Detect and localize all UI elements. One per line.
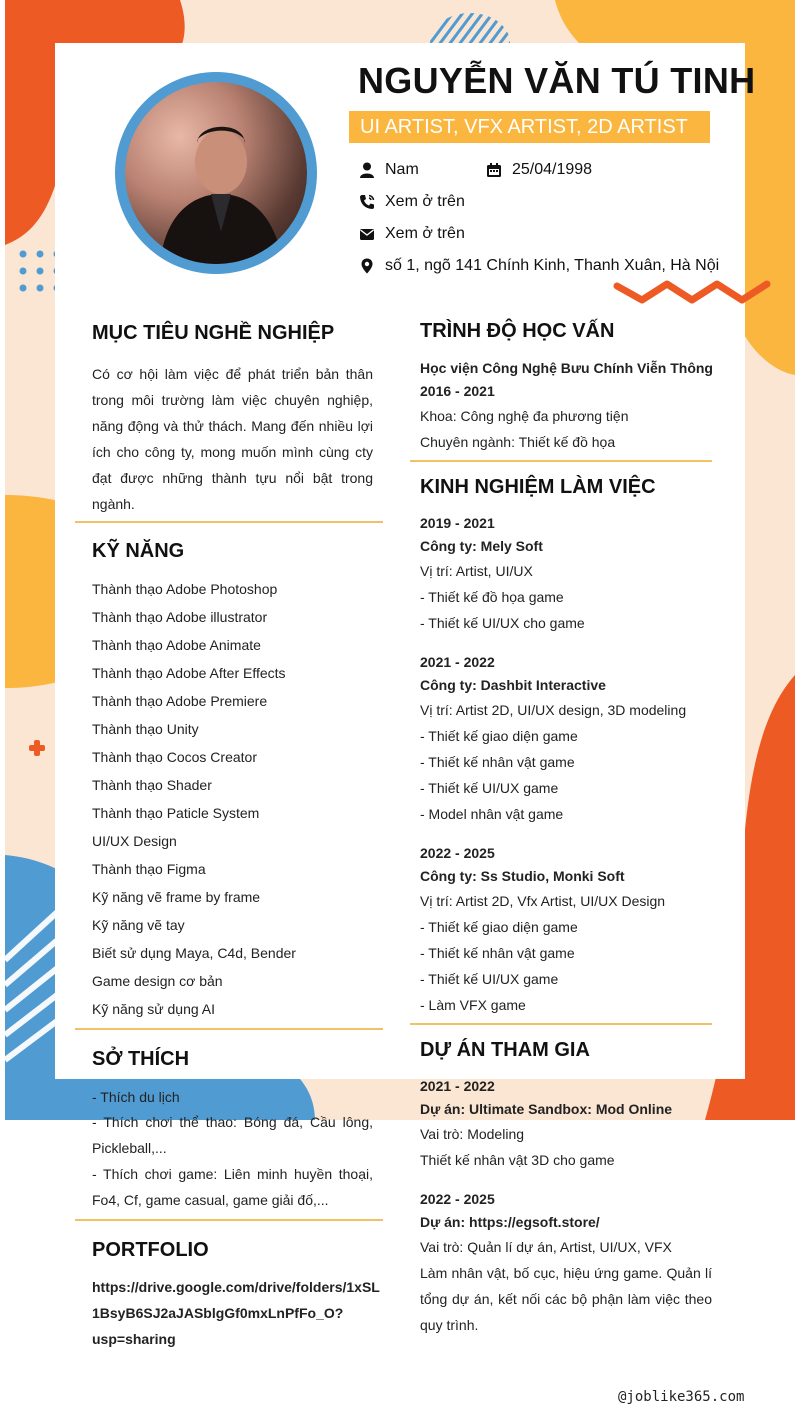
project-name: Dự án: Ultimate Sandbox: Mod Online (420, 1101, 673, 1117)
job-task: - Thiết kế UI/UX cho game (420, 615, 585, 631)
user-icon (359, 162, 375, 178)
hobbies-title: SỞ THÍCH (92, 1048, 190, 1070)
job-task: - Thiết kế đồ họa game (420, 589, 564, 605)
objective-text: Có cơ hội làm việc để phát triển bản thân trong môi trường làm việc chuyên nghiệp, năng động và thử thách. Mang đến nhiều lợi ích cho công ty, mong muốn mình cùng cty đạt được những thành tựu nổi bật trong ngành. (92, 366, 373, 512)
portfolio-link-line[interactable]: usp=sharing (92, 1331, 176, 1347)
project-name[interactable]: Dự án: https://egsoft.store/ (420, 1214, 600, 1230)
skill-item: Thành thạo Adobe illustrator (92, 609, 268, 625)
skill-item: Biết sử dụng Maya, C4d, Bender (92, 945, 296, 961)
education-years: 2016 - 2021 (420, 383, 495, 399)
education-title: TRÌNH ĐỘ HỌC VẤN (420, 320, 615, 342)
skill-item: Kỹ năng sử dụng AI (92, 1001, 216, 1017)
job-company: Công ty: Ss Studio, Monki Soft (420, 868, 625, 884)
hobby-item: - Thích du lịch (92, 1089, 180, 1105)
address-row (359, 257, 719, 275)
calendar-icon (486, 162, 502, 178)
divider (75, 521, 383, 523)
birthday-value: 25/04/1998 (512, 161, 593, 178)
faculty: Khoa: Công nghệ đa phương tiện (420, 408, 629, 424)
major: Chuyên ngành: Thiết kế đồ họa (420, 434, 616, 450)
gender-value: Nam (385, 161, 419, 178)
skill-item: Thành thạo Shader (92, 777, 212, 793)
projects-title: DỰ ÁN THAM GIA (420, 1039, 590, 1061)
job-task: - Làm VFX game (420, 997, 526, 1013)
skill-item: Thành thạo Figma (92, 861, 206, 877)
hobby-item: - Thích chơi game: Liên minh huyền thoại, Fo4, Cf, game casual, game giải đố,... (92, 1166, 373, 1208)
skill-item: Thành thạo Adobe After Effects (92, 665, 286, 681)
job-task: - Thiết kế giao diện game (420, 728, 578, 744)
job-company: Công ty: Dashbit Interactive (420, 677, 606, 693)
project-years: 2022 - 2025 (420, 1191, 495, 1207)
gender-row (359, 161, 419, 179)
experience-title: KINH NGHIỆM LÀM VIỆC (420, 476, 656, 498)
avatar (125, 82, 307, 264)
person-photo (125, 82, 307, 264)
skill-item: Thành thạo Adobe Animate (92, 637, 261, 653)
candidate-name: NGUYỄN VĂN TÚ TINH (358, 60, 756, 101)
skill-item: Thành thạo Adobe Photoshop (92, 581, 278, 597)
project-years: 2021 - 2022 (420, 1078, 495, 1094)
email-value: Xem ở trên (385, 225, 465, 242)
location-pin-icon (359, 258, 375, 274)
job-years: 2022 - 2025 (420, 845, 495, 861)
skill-item: Thành thạo Adobe Premiere (92, 693, 268, 709)
phone-row (359, 193, 465, 211)
job-years: 2019 - 2021 (420, 515, 495, 531)
hobby-item: - Thích chơi thể thao: Bóng đá, Cầu lông, Pickleball,... (92, 1114, 373, 1156)
skill-item: Game design cơ bản (92, 973, 223, 989)
divider (410, 460, 712, 462)
job-years: 2021 - 2022 (420, 654, 495, 670)
portfolio-title: PORTFOLIO (92, 1239, 209, 1261)
objective-title: MỤC TIÊU NGHỀ NGHIỆP (92, 322, 335, 344)
phone-icon (359, 194, 375, 210)
project-role: Vai trò: Modeling (420, 1126, 525, 1142)
skill-item: Thành thạo Unity (92, 721, 199, 737)
school-name: Học viện Công Nghệ Bưu Chính Viễn Thông (420, 360, 713, 376)
portfolio-link-line[interactable]: 1BsyB6SJ2aJASblgGf0mxLnPfFo_O? (92, 1305, 344, 1321)
skill-item: Kỹ năng vẽ tay (92, 917, 185, 933)
skill-item: Kỹ năng vẽ frame by frame (92, 889, 261, 905)
email-row (359, 225, 465, 243)
portfolio-link-line[interactable]: https://drive.google.com/drive/folders/1xSL (92, 1279, 380, 1295)
phone-value: Xem ở trên (385, 193, 465, 210)
job-company: Công ty: Mely Soft (420, 538, 543, 554)
skill-item: Thành thạo Paticle System (92, 805, 260, 821)
job-position: Vị trí: Artist 2D, Vfx Artist, UI/UX Design (420, 893, 666, 909)
job-task: - Thiết kế UI/UX game (420, 971, 559, 987)
divider (75, 1219, 383, 1221)
skill-item: Thành thạo Cocos Creator (92, 749, 257, 765)
job-task: - Thiết kế UI/UX game (420, 780, 559, 796)
avatar-ring (115, 72, 317, 274)
skills-title: KỸ NĂNG (92, 540, 185, 562)
job-position: Vị trí: Artist 2D, UI/UX design, 3D modeling (420, 702, 687, 718)
job-position: Vị trí: Artist, UI/UX (420, 563, 533, 579)
project-desc: Làm nhân vật, bố cục, hiệu ứng game. Quản lí tổng dự án, kết nối các bộ phận làm việc theo quy trình. (420, 1265, 712, 1333)
footer-watermark: @joblike365.com (618, 1389, 745, 1405)
project-role: Vai trò: Quản lí dự án, Artist, UI/UX, VFX (420, 1239, 672, 1255)
job-task: - Model nhân vật game (420, 806, 564, 822)
envelope-icon (359, 226, 375, 242)
zigzag-decoration (610, 276, 775, 310)
job-roles-banner: UI ARTIST, VFX ARTIST, 2D ARTIST (349, 111, 710, 143)
birthday-row (486, 161, 592, 179)
divider (75, 1028, 383, 1030)
divider (410, 1023, 712, 1025)
job-task: - Thiết kế giao diện game (420, 919, 578, 935)
address-value: số 1, ngõ 141 Chính Kinh, Thanh Xuân, Hà Nội (385, 257, 720, 274)
project-desc: Thiết kế nhân vật 3D cho game (420, 1152, 615, 1168)
skill-item: UI/UX Design (92, 833, 177, 849)
job-task: - Thiết kế nhân vật game (420, 754, 575, 770)
job-task: - Thiết kế nhân vật game (420, 945, 575, 961)
